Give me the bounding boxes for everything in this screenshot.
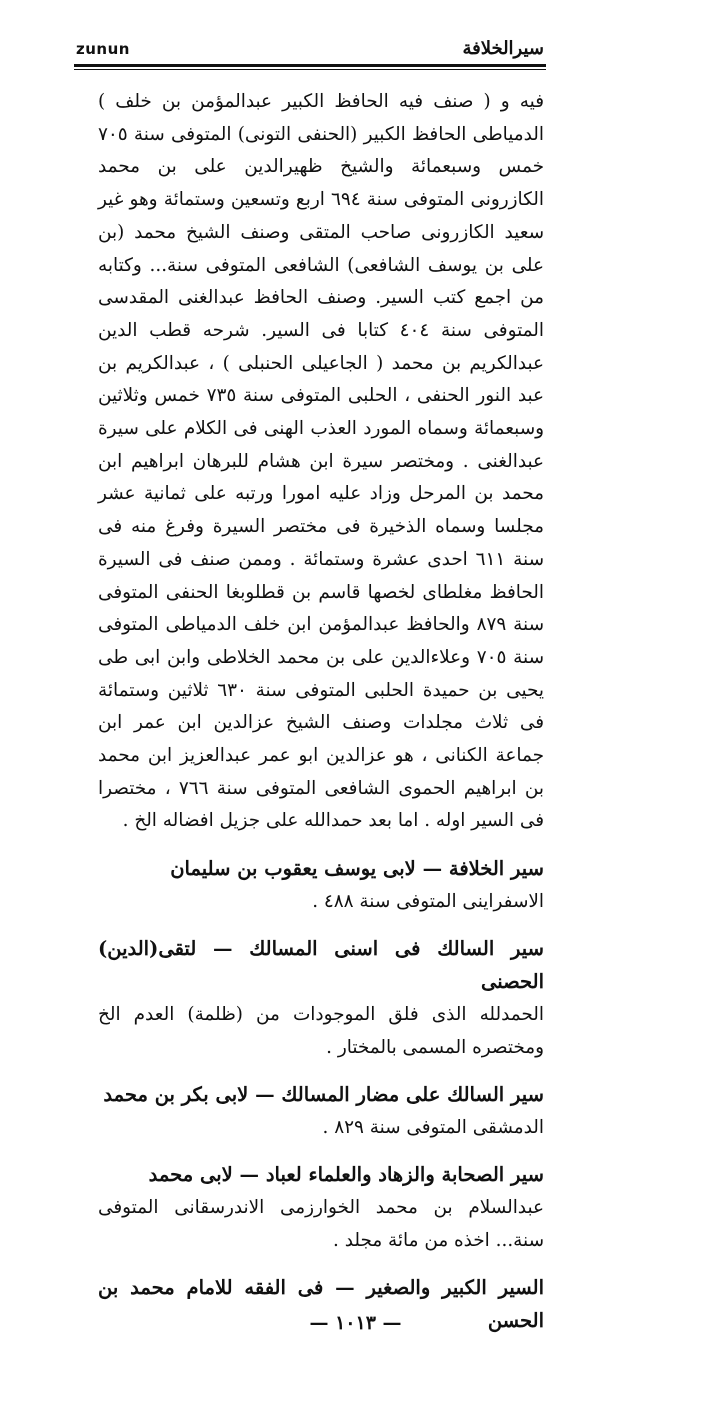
entry-body: عبدالسلام بن محمد الخوارزمى الاندرسقانى المتوفى سنة... اخذه من مائة مجلد . [98, 1197, 544, 1252]
entry-title: سير السالك على مضار المسالك — لابى بكر بن محمد [103, 1083, 544, 1107]
entry-title: سير السالك فى اسنى المسالك — لتقى(الدين) الحصنى [98, 937, 544, 994]
main-text [98, 86, 544, 1337]
entry-title: سير الخلافة — لابى يوسف يعقوب بن سليمان [170, 857, 544, 881]
entry-title: سير الصحابة والزهاد والعلماء لعباد — لابى محمد [148, 1163, 544, 1187]
entry [98, 932, 544, 1064]
header-title: سيرالخلافة [462, 38, 544, 59]
intro-paragraph: فيه و ( صنف فيه الحافظ الكبير عبدالمؤمن بن خلف ) الدمياطى الحافظ الكبير (الحنفى التونى) المتوفى سنة ٧٠٥ خمس وسبعمائة والشيخ ظهيرالدين على بن محمد الكازرونى المتوفى سنة ٦٩٤ اربع وتسعين وستمائة وهو غير سعيد الكازرونى صاحب المتقى وصنف الشيخ محمد (بن على بن يوسف الشافعى) الشافعى المتوفى سنة... وكتابه من اجمع كتب السير. وصنف الحافظ عبدالغنى المقدسى المتوفى سنة ٤٠٤ كتابا فى السير. شرحه قطب الدين عبدالكريم بن محمد ( الجاعيلى الحنبلى ) ، عبدالكريم بن عبد النور الحنفى ، الحلبى المتوفى سنة ٧٣٥ خمس وثلاثين وسبعمائة وسماه المورد العذب الهنى فى الكلام على سيرة عبدالغنى . ومختصر سيرة ابن هشام للبرهان ابراهيم ابن محمد بن المرحل وزاد عليه امورا ورتبه على ثمانية عشر مجلسا وسماه الذخيرة فى مختصر السيرة وفرغ منه فى سنة ٦١١ احدى عشرة وستمائة . وممن صنف فى السيرة الحافظ مغلطاى لخصها قاسم بن قطلوبغا الحنفى المتوفى سنة ٨٧٩ والحافظ عبدالمؤمن ابن خلف الدمياطى المتوفى سنة ٧٠٥ وعلاءالدين على بن محمد الخلاطى وابن ابى طى يحيى بن حميدة الحلبى المتوفى سنة ٦٣٠ ثلاثين وستمائة فى ثلاث مجلدات وصنف الشيخ عزالدين ابن عمر ابن جماعة الكنانى ، هو عزالدين ابو عمر عبدالعزيز ابن محمد بن ابراهيم الحموى الشافعى المتوفى سنة ٧٦٦ ، مختصرا فى السير اوله . اما بعد حمدالله على جزيل افضاله الخ . [98, 91, 545, 832]
header-rule-thick [74, 64, 546, 67]
entry-body: الدمشقى المتوفى سنة ٨٢٩ . [322, 1117, 544, 1139]
running-header [74, 38, 546, 68]
entry-title: السير الكبير والصغير — فى الفقه للامام محمد بن الحسن [98, 1276, 544, 1333]
entry-body: الاسفراينى المتوفى سنة ٤٨٨ . [312, 891, 544, 913]
entry [98, 852, 544, 918]
entry-body: الحمدلله الذى فلق الموجودات من (ظلمة) العدم الخ ومختصره المسمى بالمختار . [98, 1004, 544, 1059]
entry [98, 1078, 544, 1144]
entry [98, 1158, 544, 1257]
header-rule-thin [74, 69, 546, 70]
page-number: — ١٠١٣ — [309, 1312, 402, 1334]
header-source-label: zunun [76, 40, 130, 58]
